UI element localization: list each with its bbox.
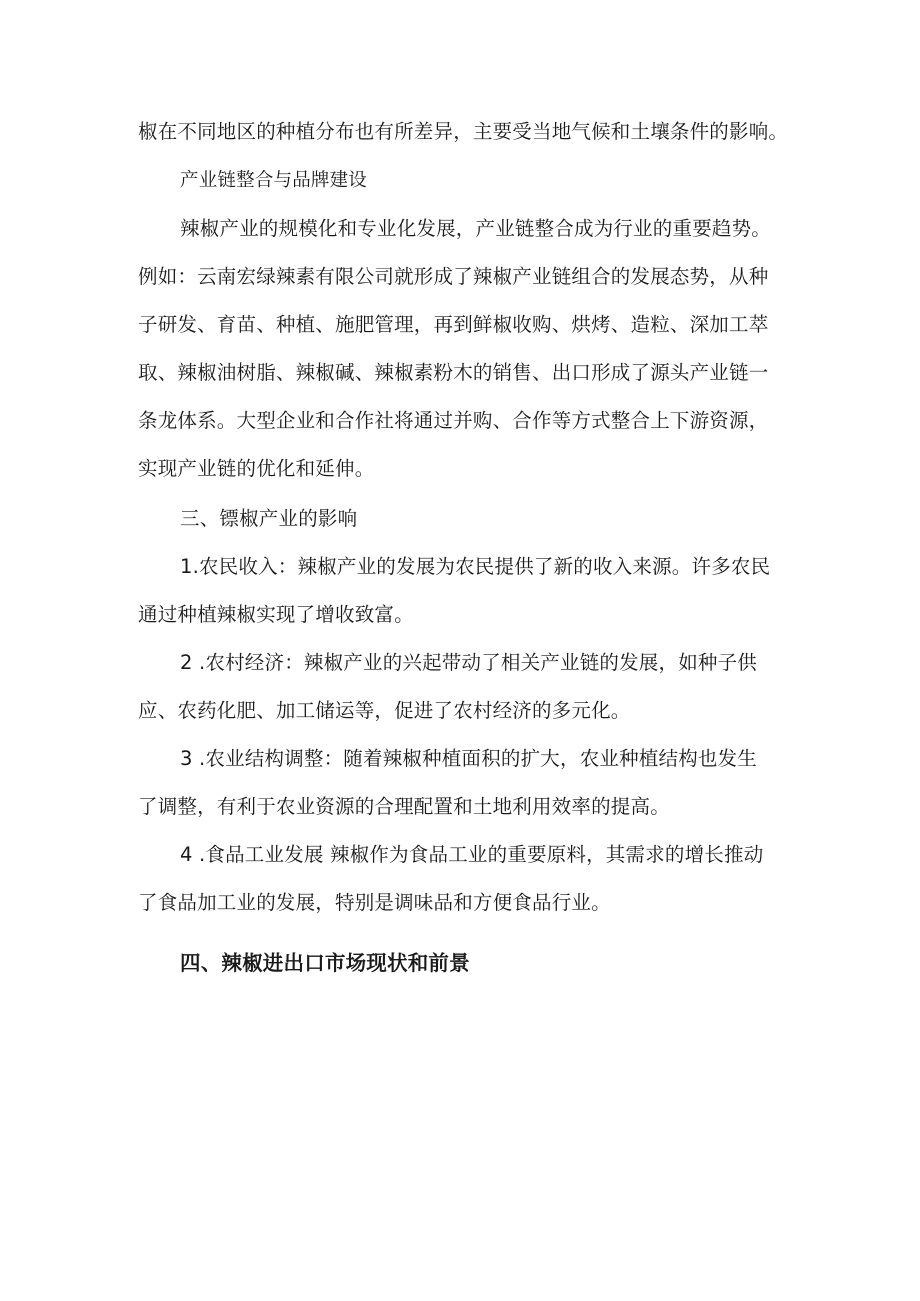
section-heading: 四、辣椒进出口市场现状和前景 xyxy=(180,951,470,975)
subsection-heading: 产业链整合与品牌建设 xyxy=(180,170,368,191)
list-item-line: 1.农民收入：辣椒产业的发展为农民提供了新的收入来源。许多农民 xyxy=(180,555,771,578)
list-item-line: 4 .食品工业发展 辣椒作为食品工业的重要原料，其需求的增长推动 xyxy=(180,843,764,866)
list-item-line: 2 .农村经济：辣椒产业的兴起带动了相关产业链的发展，如种子供 xyxy=(180,651,758,674)
paragraph-line: 实现产业链的优化和延伸。 xyxy=(138,457,375,480)
paragraph-line: 例如：云南宏绿辣素有限公司就形成了辣椒产业链组合的发展态势，从种 xyxy=(138,265,769,288)
list-item-line: 应、农药化肥、加工储运等，促进了农村经济的多元化。 xyxy=(138,699,631,722)
paragraph-continuation-line: 椒在不同地区的种植分布也有所差异，主要受当地气候和土壤条件的影响。 xyxy=(138,120,789,143)
list-item-line: 通过种植辣椒实现了增收致富。 xyxy=(138,603,414,626)
paragraph-line: 辣椒产业的规模化和专业化发展，产业链整合成为行业的重要趋势。 xyxy=(180,217,772,240)
list-item-line: 了食品加工业的发展，特别是调味品和方便食品行业。 xyxy=(138,891,611,914)
paragraph-line: 取、辣椒油树脂、辣椒碱、辣椒素粉木的销售、出口形成了源头产业链一 xyxy=(138,361,769,384)
paragraph-line: 子研发、育苗、种植、施肥管理，再到鲜椒收购、烘烤、造粒、深加工萃 xyxy=(138,313,769,336)
section-heading: 三、镖椒产业的影响 xyxy=(180,507,358,530)
paragraph-line: 条龙体系。大型企业和合作社将通过并购、合作等方式整合上下游资源， xyxy=(138,409,769,432)
list-item-line: 3 .农业结构调整：随着辣椒种植面积的扩大，农业种植结构也发生 xyxy=(180,747,758,770)
list-item-line: 了调整，有利于农业资源的合理配置和土地利用效率的提高。 xyxy=(138,795,670,818)
